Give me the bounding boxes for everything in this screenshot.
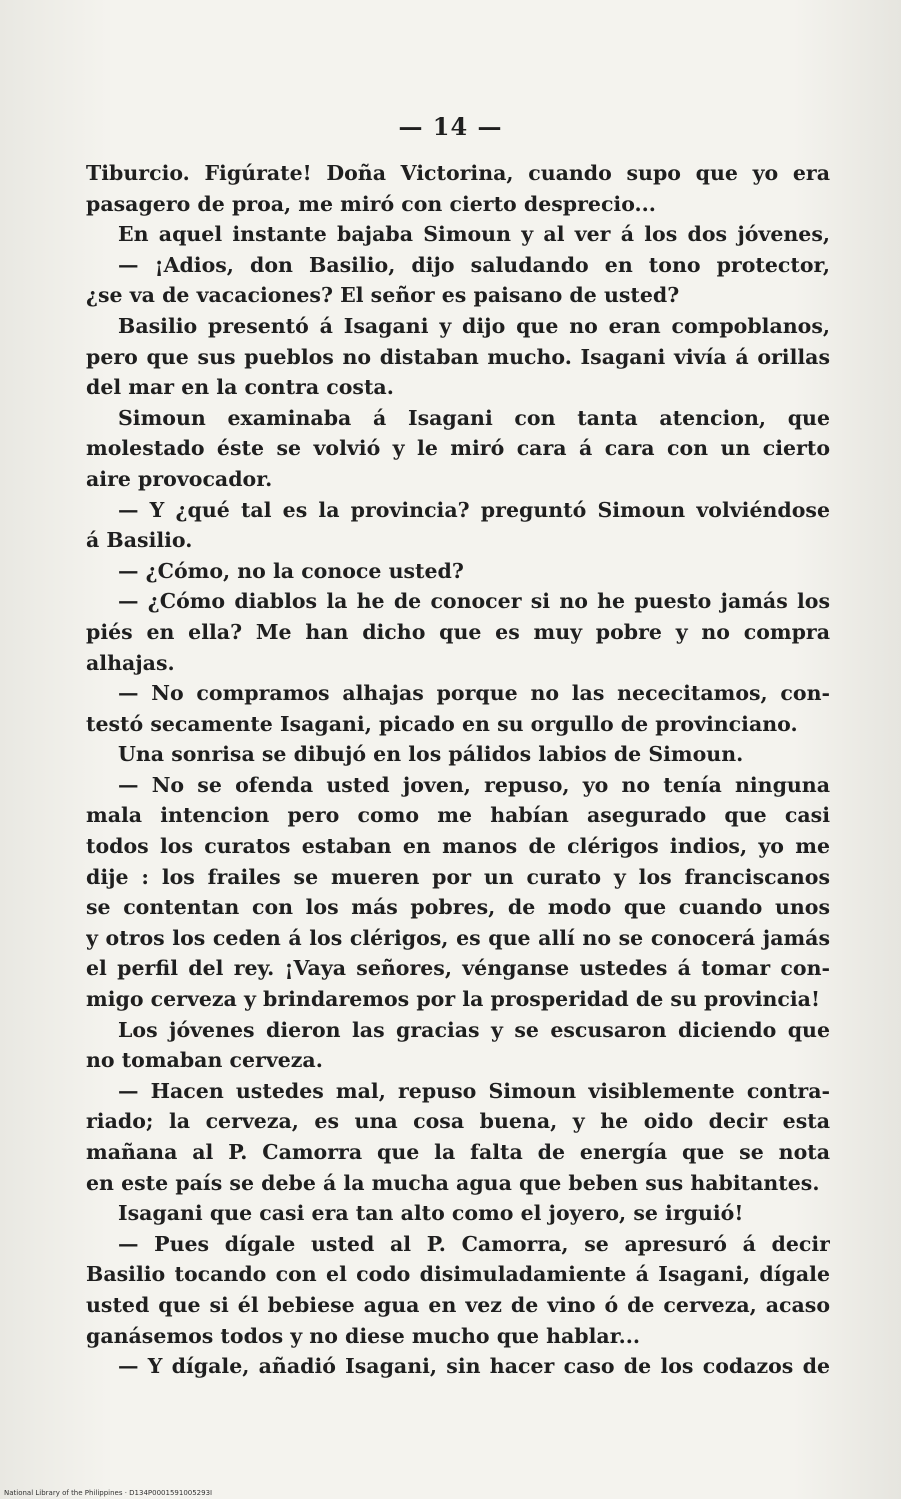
text-line: del mar en la contra costa. (86, 375, 394, 400)
text-line: todos los curatos estaban en manos de clérigos indios, yo me (86, 834, 830, 859)
text-line: aire provocador. (86, 466, 273, 491)
text-line: — ¿Cómo diablos la he de conocer si no he puesto jamás los (118, 589, 830, 614)
text-line: — Y dígale, añadió Isagani, sin hacer caso de los codazos de (118, 1354, 830, 1379)
footer-credit: National Library of the Philippines · D134P0001591005293I (4, 1489, 213, 1497)
text-line: — No compramos alhajas porque no las nececitamos, con- (118, 681, 830, 706)
text-line: dije : los frailes se mueren por un curato y los franciscanos (86, 864, 830, 889)
text-line: mañana al P. Camorra que la falta de energía que se nota (86, 1140, 830, 1164)
text-line: molestado éste se volvió y le miró cara á cara con un cierto (86, 436, 830, 461)
text-line: Una sonrisa se dibujó en los pálidos labios de Simoun. (118, 742, 744, 767)
body-text (86, 158, 830, 1382)
text-line: pero que sus pueblos no distaban mucho. Isagani vivía á orillas (86, 344, 830, 369)
text-line: en este país se debe á la mucha agua que beben sus habitantes. (86, 1170, 820, 1195)
text-line: alhajas. (86, 650, 175, 675)
text-line: Basilio tocando con el codo disimuladamiente á Isagani, dígale (86, 1262, 830, 1287)
text-line: Tiburcio. Figúrate! Doña Victorina, cuando supo que yo era (86, 161, 830, 185)
text-line: — Pues dígale usted al P. Camorra, se apresuró á decir (118, 1231, 830, 1256)
text-line: Isagani que casi era tan alto como el joyero, se irguió! (118, 1201, 744, 1226)
text-line: — ¡Adios, don Basilio, dijo saludando en tono protector, (118, 252, 830, 277)
text-line: — Y ¿qué tal es la provincia? preguntó Simoun volviéndose (118, 497, 830, 522)
text-line: testó secamente Isagani, picado en su orgullo de provinciano. (86, 711, 798, 736)
text-line: no tomaban cerveza. (86, 1048, 323, 1073)
text-line: Los jóvenes dieron las gracias y se escusaron diciendo que (118, 1017, 830, 1042)
text-line: riado; la cerveza, es una cosa buena, y he oido decir esta (86, 1109, 830, 1134)
text-line: ¿se va de vacaciones? El señor es paisano de usted? (86, 283, 680, 308)
page-number: — 14 — (398, 112, 503, 141)
text-line: — ¿Cómo, no la conoce usted? (118, 558, 464, 583)
text-line: mala intencion pero como me habían asegurado que casi (86, 803, 830, 828)
text-line: Basilio presentó á Isagani y dijo que no eran compoblanos, (118, 313, 830, 338)
text-line: migo cerveza y brindaremos por la prosperidad de su provincia! (86, 987, 820, 1012)
text-line: piés en ella? Me han dicho que es muy pobre y no compra (86, 619, 830, 644)
text-line: En aquel instante bajaba Simoun y al ver á los dos jóvenes, (118, 222, 830, 247)
text-line: — No se ofenda usted joven, repuso, yo no tenía ninguna (118, 772, 830, 797)
text-line: pasagero de proa, me miró con cierto desprecio... (86, 191, 656, 216)
text-line: — Hacen ustedes mal, repuso Simoun visiblemente contra- (118, 1078, 830, 1103)
text-line: se contentan con los más pobres, de modo que cuando unos (86, 895, 830, 920)
text-line: y otros los ceden á los clérigos, es que allí no se conocerá jamás (86, 925, 830, 950)
text-line: ganásemos todos y no diese mucho que hablar... (86, 1323, 641, 1348)
text-line: Simoun examinaba á Isagani con tanta atencion, que (118, 405, 830, 430)
text-line: el perfil del rey. ¡Vaya señores, vénganse ustedes á tomar con- (86, 956, 830, 981)
text-line: usted que si él bebiese agua en vez de vino ó de cerveza, acaso (86, 1292, 830, 1317)
text-line: á Basilio. (86, 528, 193, 553)
